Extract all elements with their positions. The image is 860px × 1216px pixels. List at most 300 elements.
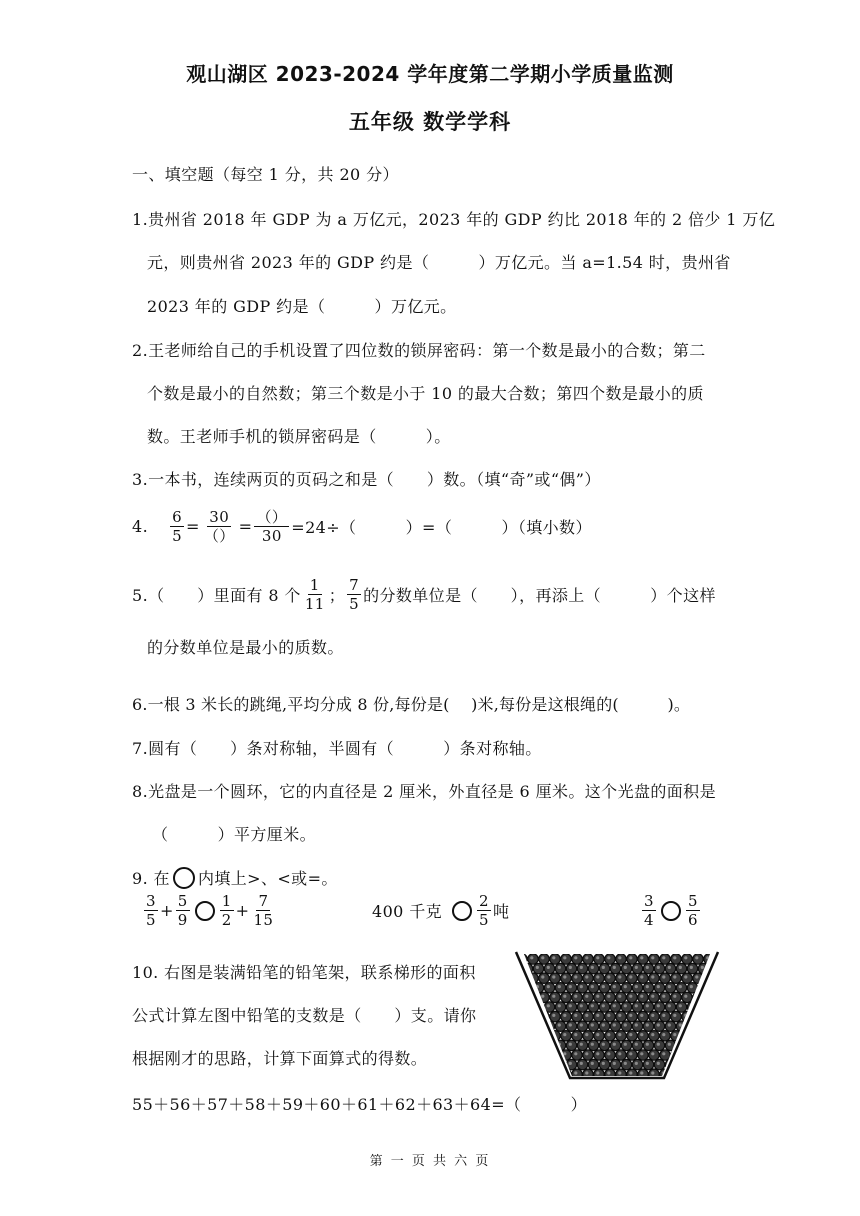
pencil-end [550, 954, 560, 964]
pencil-end [698, 1040, 708, 1050]
pencil-highlight [558, 1043, 561, 1046]
pencil-highlight [657, 1043, 660, 1046]
pencil-end [572, 992, 582, 1002]
pencil-end [665, 983, 675, 993]
pencil-end [632, 983, 642, 993]
q10-line4: 55＋56＋57＋58＋59＋60＋61＋62＋63＋64=（ ） [132, 1095, 588, 1114]
pencil-highlight [629, 956, 632, 959]
q7-text: 7.圆有（ ）条对称轴，半圆有（ ）条对称轴。 [132, 739, 542, 758]
pencil-end [671, 1069, 681, 1079]
pencil-end [544, 983, 554, 993]
pencil-highlight [530, 995, 533, 998]
pencil-highlight [569, 985, 572, 988]
pencil-end [676, 1059, 686, 1069]
pencil-end [561, 973, 571, 983]
compare-circle-icon[interactable] [452, 901, 472, 921]
pencil-highlight [668, 966, 671, 969]
pencil-highlight [563, 1071, 566, 1074]
pencil-highlight [602, 1004, 605, 1007]
pencil-end [687, 983, 697, 993]
pencil-highlight [613, 1043, 616, 1046]
pencil-highlight [684, 1014, 687, 1017]
pencil-end [566, 1059, 576, 1069]
pencil-end [698, 1079, 708, 1082]
pencil-end [539, 1069, 549, 1079]
pencil-highlight [646, 985, 649, 988]
pencil-end [665, 1021, 675, 1031]
pencil-highlight [530, 1033, 533, 1036]
pencil-highlight [602, 1081, 605, 1082]
pencil-highlight [585, 956, 588, 959]
pencil-end [610, 1040, 620, 1050]
pencil-end [687, 1040, 697, 1050]
pencil-end [687, 1059, 697, 1069]
pencil-highlight [701, 1081, 704, 1082]
pencil-highlight [684, 1071, 687, 1074]
q2-line2: 个数是最小的自然数；第三个数是小于 10 的最大合数；第四个数是最小的质 [147, 384, 704, 403]
pencil-highlight [525, 1004, 528, 1007]
pencil-end [517, 992, 527, 1002]
pencil-highlight [596, 995, 599, 998]
pencil-end [654, 1059, 664, 1069]
pencil-end [632, 1021, 642, 1031]
pencil-highlight [706, 1052, 709, 1055]
pencil-highlight [651, 1071, 654, 1074]
pencil-highlight [530, 975, 533, 978]
pencil-end [555, 1002, 565, 1012]
q9b-fraction [477, 892, 491, 929]
pencil-highlight [519, 975, 522, 978]
pencil-end [627, 954, 637, 964]
pencil-highlight [618, 1014, 621, 1017]
pencil-end [528, 1050, 538, 1060]
pencil-highlight [613, 1004, 616, 1007]
pencil-highlight [679, 985, 682, 988]
pencil-end [632, 1002, 642, 1012]
pencil-highlight [536, 966, 539, 969]
pencil-highlight [558, 1062, 561, 1065]
pencil-end [638, 1011, 648, 1021]
compare-circle-icon[interactable] [661, 901, 681, 921]
pencil-end [544, 1079, 554, 1082]
pencil-end [610, 1021, 620, 1031]
pencil-end [649, 1031, 659, 1041]
pencil-highlight [657, 1004, 660, 1007]
pencil-highlight [690, 985, 693, 988]
pencil-highlight [679, 1023, 682, 1026]
pencil-end [561, 992, 571, 1002]
pencil-highlight [657, 1062, 660, 1065]
pencil-highlight [563, 1052, 566, 1055]
pencil-highlight [525, 1081, 528, 1082]
pencil-end [660, 954, 670, 964]
pencil-holder-icon [512, 950, 722, 1082]
q5-part1: 5.（ ）里面有 8 个 [132, 586, 301, 605]
pencil-end [533, 1059, 543, 1069]
pencil-highlight [673, 1033, 676, 1036]
pencil-end [533, 1021, 543, 1031]
pencil-highlight [574, 1014, 577, 1017]
q9a-plus-2: + [235, 901, 250, 920]
pencil-highlight [552, 1052, 555, 1055]
pencil-highlight [679, 1004, 682, 1007]
q5-f1-numerator: 1 [309, 576, 320, 594]
pencil-end [693, 1011, 703, 1021]
exam-subtitle: 五年级 数学学科 [348, 110, 512, 134]
q9c-f2-numerator: 5 [687, 892, 698, 910]
pencil-highlight [536, 1023, 539, 1026]
pencil-highlight [569, 1004, 572, 1007]
pencil-highlight [596, 975, 599, 978]
pencil-end [687, 1079, 697, 1082]
pencil-highlight [552, 995, 555, 998]
pencil-highlight [547, 985, 550, 988]
pencil-highlight [646, 966, 649, 969]
pencil-end [682, 992, 692, 1002]
pencil-highlight [679, 1081, 682, 1082]
pencil-highlight [640, 995, 643, 998]
pencil-highlight [668, 1043, 671, 1046]
pencil-highlight [607, 995, 610, 998]
pencil-highlight [602, 966, 605, 969]
pencil-end [550, 1011, 560, 1021]
q6-text: 6.一根 3 米长的跳绳,平均分成 8 份,每份是( )米,每份是这根绳的( )。 [132, 695, 691, 714]
pencil-end [649, 992, 659, 1002]
pencil-highlight [563, 1014, 566, 1017]
pencil-highlight [563, 975, 566, 978]
pencil-end [660, 1031, 670, 1041]
pencil-end [643, 1002, 653, 1012]
pencil-highlight [547, 966, 550, 969]
pencil-highlight [618, 975, 621, 978]
pencil-highlight [712, 1023, 715, 1026]
pencil-end [566, 983, 576, 993]
pencil-highlight [657, 985, 660, 988]
q9a-row [142, 892, 277, 929]
pencil-highlight [558, 1081, 561, 1082]
q9b-numerator: 2 [479, 892, 489, 910]
pencil-end [616, 973, 626, 983]
pencil-highlight [569, 1023, 572, 1026]
pencil-highlight [695, 956, 698, 959]
pencil-highlight [558, 966, 561, 969]
pencil-end [627, 1011, 637, 1021]
pencil-highlight [635, 1043, 638, 1046]
pencil-end [588, 1021, 598, 1031]
pencil-end [555, 1021, 565, 1031]
pencil-end [643, 1040, 653, 1050]
pencil-highlight [519, 1052, 522, 1055]
pencil-highlight [624, 1023, 627, 1026]
pencil-highlight [602, 985, 605, 988]
pencil-end [528, 1011, 538, 1021]
q2-line3: 数。王老师手机的锁屏密码是（ ）。 [147, 427, 451, 446]
pencil-highlight [563, 995, 566, 998]
pencil-end [632, 963, 642, 973]
pencil-highlight [519, 1014, 522, 1017]
pencil-end [660, 973, 670, 983]
pencil-end [599, 963, 609, 973]
pencil-end [643, 1059, 653, 1069]
q5-line2: 的分数单位是最小的质数。 [147, 638, 344, 657]
pencil-highlight [552, 1071, 555, 1074]
pencil-end [627, 1031, 637, 1041]
pencil-highlight [552, 1014, 555, 1017]
pencil-highlight [574, 1052, 577, 1055]
pencil-highlight [580, 985, 583, 988]
pencil-end [616, 1011, 626, 1021]
q2-line1: 2.王老师给自己的手机设置了四位数的锁屏密码：第一个数是最小的合数；第二 [132, 341, 706, 360]
q9a-f4-numerator: 7 [258, 892, 269, 910]
pencil-end [572, 1031, 582, 1041]
q5-fraction-2 [347, 576, 361, 613]
pencil-end [550, 973, 560, 983]
pencil-highlight [629, 1071, 632, 1074]
pencil-end [660, 1011, 670, 1021]
pencil-highlight [569, 1043, 572, 1046]
q9b-row [372, 892, 509, 929]
pencil-highlight [541, 956, 544, 959]
pencil-highlight [596, 1071, 599, 1074]
pencil-highlight [585, 995, 588, 998]
pencil-end [698, 1059, 708, 1069]
q9a-f4-denominator: 15 [253, 911, 274, 929]
q4-row [132, 508, 592, 545]
q9a-f1-numerator: 3 [146, 892, 156, 910]
pencil-highlight [651, 995, 654, 998]
pencil-end [594, 1031, 604, 1041]
pencil-end [654, 983, 664, 993]
pencil-highlight [668, 1004, 671, 1007]
q5-part2: 的分数单位是（ ），再添上（ ）个这样 [363, 586, 716, 605]
pencil-highlight [547, 1004, 550, 1007]
pencil-end [704, 992, 714, 1002]
pencil-end [594, 1011, 604, 1021]
pencil-highlight [607, 1071, 610, 1074]
pencil-highlight [569, 1062, 572, 1065]
pencil-highlight [558, 985, 561, 988]
pencil-end [627, 992, 637, 1002]
pencil-highlight [519, 1071, 522, 1074]
pencil-highlight [591, 1043, 594, 1046]
pencil-highlight [541, 1052, 544, 1055]
pencil-end [671, 954, 681, 964]
pencil-highlight [569, 1081, 572, 1082]
pencil-highlight [651, 956, 654, 959]
pencil-highlight [580, 1043, 583, 1046]
pencil-end [643, 983, 653, 993]
pencil-highlight [695, 1033, 698, 1036]
pencil-end [550, 1069, 560, 1079]
q4-f1-denominator: 5 [172, 527, 183, 545]
pencil-end [561, 954, 571, 964]
pencil-end [588, 1040, 598, 1050]
pencil-end [621, 983, 631, 993]
pencil-highlight [668, 985, 671, 988]
pencil-highlight [657, 1023, 660, 1026]
pencil-highlight [602, 1043, 605, 1046]
pencil-highlight [624, 1004, 627, 1007]
pencil-end [594, 954, 604, 964]
pencil-end [583, 1031, 593, 1041]
pencil-highlight [646, 1023, 649, 1026]
pencil-highlight [607, 975, 610, 978]
q4-fraction-2 [202, 508, 237, 545]
pencil-end [643, 963, 653, 973]
pencil-end [676, 1079, 686, 1082]
q4-f3-denominator: 30 [261, 527, 282, 545]
pencil-highlight [624, 1043, 627, 1046]
pencil-end [605, 1050, 615, 1060]
pencil-end [583, 1050, 593, 1060]
pencil-highlight [519, 1033, 522, 1036]
q4-tail: =24÷（ ）=（ ）（填小数） [291, 518, 592, 537]
q9c-row [640, 892, 702, 929]
pencil-end [671, 1011, 681, 1021]
pencil-end [621, 1002, 631, 1012]
pencil-highlight [673, 975, 676, 978]
pencil-highlight [690, 1043, 693, 1046]
q4-equals-1: = [186, 517, 200, 536]
pencil-highlight [618, 1033, 621, 1036]
pencil-highlight [525, 1043, 528, 1046]
pencil-highlight [558, 1004, 561, 1007]
pencil-highlight [673, 956, 676, 959]
pencil-highlight [530, 1052, 533, 1055]
pencil-end [693, 1050, 703, 1060]
pencil-highlight [536, 1062, 539, 1065]
q5-f2-numerator: 7 [349, 576, 360, 594]
pencil-highlight [580, 1081, 583, 1082]
q9a-fraction-3 [220, 892, 234, 929]
pencil-end [533, 983, 543, 993]
pencil-highlight [651, 1033, 654, 1036]
pencil-highlight [613, 1023, 616, 1026]
pencil-highlight [613, 985, 616, 988]
pencil-end [566, 1021, 576, 1031]
pencil-highlight [629, 1052, 632, 1055]
pencil-highlight [580, 1004, 583, 1007]
pencil-end [709, 1059, 719, 1069]
q3-text: 3.一本书，连续两页的页码之和是（ ）数。（填“奇”或“偶”） [132, 470, 601, 489]
pencil-end [682, 973, 692, 983]
pencil-end [632, 1059, 642, 1069]
pencil-end [638, 973, 648, 983]
q9c-f1-numerator: 3 [644, 892, 654, 910]
pencil-end [632, 1040, 642, 1050]
pencil-end [693, 954, 703, 964]
pencil-end [555, 983, 565, 993]
pencil-end [599, 1021, 609, 1031]
q10-line3: 根据刚才的思路，计算下面算式的得数。 [132, 1049, 428, 1068]
pencil-end [704, 1069, 714, 1079]
pencil-highlight [547, 1043, 550, 1046]
pencil-highlight [585, 1033, 588, 1036]
q4-number: 4. [132, 517, 149, 536]
pencil-end [588, 1002, 598, 1012]
pencil-highlight [640, 1014, 643, 1017]
q10-line1: 10. 右图是装满铅笔的铅笔架，联系梯形的面积 [132, 963, 476, 982]
pencil-end [522, 1021, 532, 1031]
q1-line2: 元，则贵州省 2023 年的 GDP 约是（ ）万亿元。当 a=1.54 时，贵州省 [147, 253, 731, 272]
pencil-end [522, 1040, 532, 1050]
q9c-f2-denominator: 6 [687, 911, 698, 929]
pencil-end [621, 1040, 631, 1050]
pencil-highlight [585, 1052, 588, 1055]
pencil-highlight [618, 1052, 621, 1055]
pencil-highlight [618, 995, 621, 998]
pencil-highlight [580, 1023, 583, 1026]
pencil-end [583, 992, 593, 1002]
pencil-highlight [651, 975, 654, 978]
pencil-end [583, 954, 593, 964]
pencil-highlight [695, 1052, 698, 1055]
pencil-highlight [613, 1062, 616, 1065]
pencil-highlight [574, 956, 577, 959]
pencil-highlight [591, 1023, 594, 1026]
pencil-end [638, 954, 648, 964]
pencil-highlight [706, 1033, 709, 1036]
pencil-end [665, 963, 675, 973]
q9b-denominator: 5 [479, 911, 489, 929]
pencil-highlight [668, 1023, 671, 1026]
pencil-highlight [640, 975, 643, 978]
pencil-end [638, 1031, 648, 1041]
pencil-highlight [635, 1081, 638, 1082]
pencil-highlight [662, 1033, 665, 1036]
pencil-highlight [525, 1062, 528, 1065]
pencil-highlight [596, 1052, 599, 1055]
pencil-end [577, 1002, 587, 1012]
pencil-highlight [629, 995, 632, 998]
pencil-end [555, 963, 565, 973]
pencil-end [544, 1059, 554, 1069]
pencil-end [594, 1050, 604, 1060]
pencil-end [709, 983, 719, 993]
pencil-end [704, 1011, 714, 1021]
pencil-highlight [569, 966, 572, 969]
pencil-highlight [574, 995, 577, 998]
pencil-highlight [585, 1014, 588, 1017]
pencil-end [693, 1031, 703, 1041]
answer-circle-icon [173, 867, 195, 889]
pencil-highlight [684, 1033, 687, 1036]
pencil-end [698, 963, 708, 973]
pencil-highlight [629, 975, 632, 978]
pencil-end [599, 1002, 609, 1012]
pencil-highlight [701, 966, 704, 969]
pencil-end [627, 1050, 637, 1060]
pencil-end [709, 1021, 719, 1031]
pencil-highlight [558, 1023, 561, 1026]
pencil-highlight [607, 956, 610, 959]
pencil-highlight [668, 1081, 671, 1082]
pencil-end [605, 954, 615, 964]
q8-line1: 8.光盘是一个圆环，它的内直径是 2 厘米，外直径是 6 厘米。这个光盘的面积是 [132, 782, 716, 801]
pencil-end [616, 992, 626, 1002]
q9a-fraction-2 [176, 892, 190, 929]
pencil-end [654, 1040, 664, 1050]
pencil-highlight [624, 1062, 627, 1065]
q4-f1-numerator: 6 [172, 508, 183, 526]
pencil-highlight [712, 1004, 715, 1007]
pencil-end [649, 1050, 659, 1060]
pencil-highlight [530, 1014, 533, 1017]
compare-circle-icon[interactable] [195, 901, 215, 921]
pencil-end [605, 1011, 615, 1021]
exam-title: 观山湖区 2023-2024 学年度第二学期小学质量监测 [186, 62, 674, 86]
pencil-highlight [712, 985, 715, 988]
